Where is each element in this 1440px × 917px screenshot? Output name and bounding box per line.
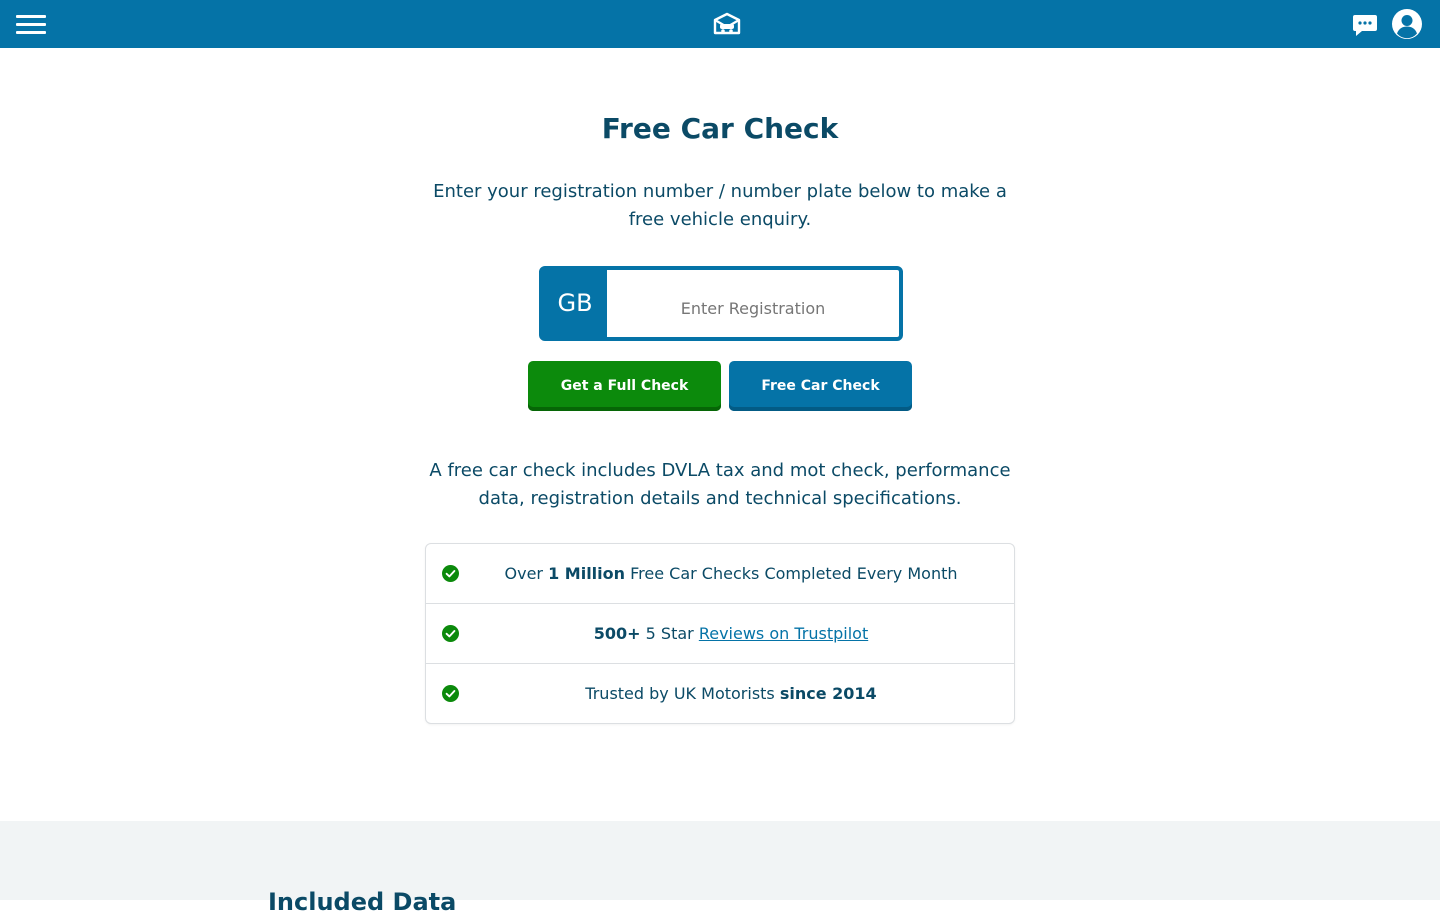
feature-text: Over 1 Million Free Car Checks Completed Every Month [504,564,958,583]
trustpilot-reviews-link[interactable]: Reviews on Trustpilot [698,624,869,643]
registration-input[interactable] [607,270,899,337]
page-title: Free Car Check [601,112,839,145]
section-heading: Included Data [268,888,457,916]
registration-plate-input-group [539,266,903,341]
free-car-check-button[interactable]: Free Car Check [729,361,912,411]
country-code-badge: GB [543,270,607,337]
check-description: A free car check includes DVLA tax and mot check, performance data, registration details and technical specifications. [429,460,1011,509]
feature-text: 500+ 5 Star Reviews on Trustpilot [593,624,869,643]
included-data-section [0,821,1440,916]
chat-icon[interactable] [1352,13,1378,37]
features-list [425,543,1015,724]
get-full-check-button[interactable]: Get a Full Check [528,361,721,411]
check-circle-icon [442,625,459,642]
check-circle-icon [442,685,459,702]
logo-icon[interactable] [712,11,742,37]
top-navigation-bar [0,0,1440,48]
check-circle-icon [442,565,459,582]
feature-item [426,544,1014,604]
user-account-icon[interactable] [1392,9,1422,39]
feature-item [426,604,1014,664]
feature-item [426,664,1014,724]
feature-text: Trusted by UK Motorists since 2014 [585,684,877,703]
intro-text: Enter your registration number / number plate below to make a free vehicle enquiry. [433,181,1007,230]
menu-icon[interactable] [16,14,46,34]
